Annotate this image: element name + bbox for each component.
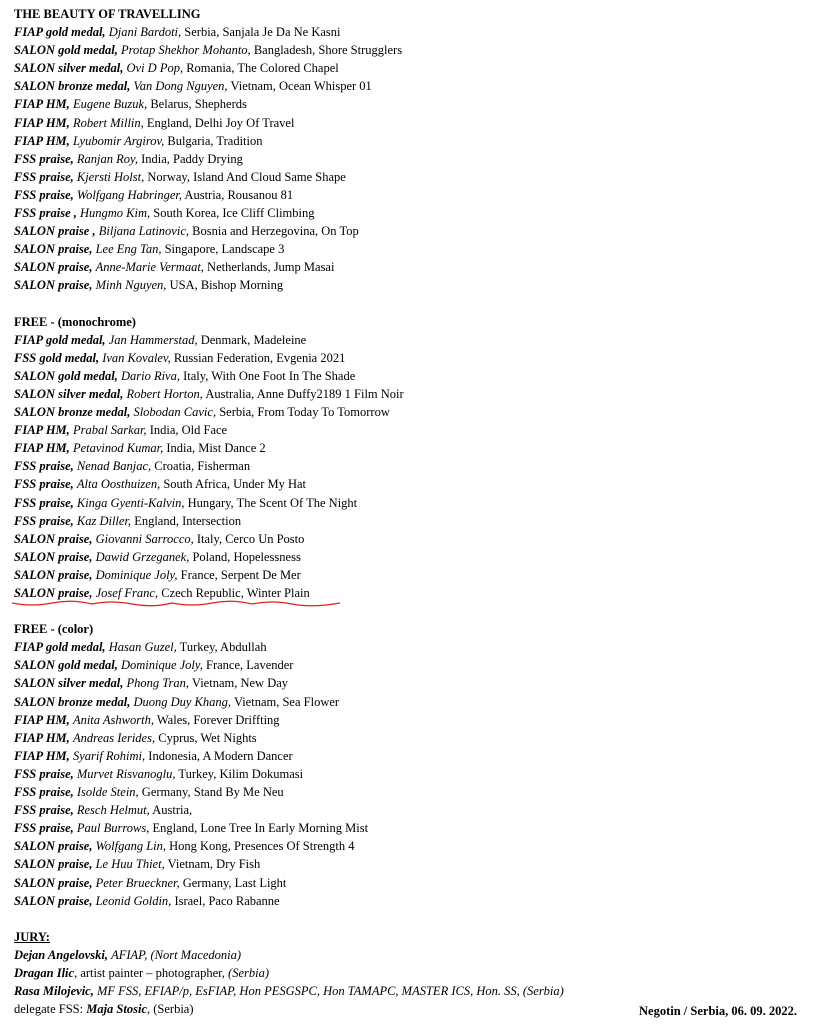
author-name: Ivan Kovalev, — [102, 350, 171, 365]
award-entry — [14, 59, 814, 77]
award-entry — [14, 638, 814, 656]
country-and-title: Vietnam, Ocean Whisper 01 — [230, 79, 372, 94]
award-name: FIAP HM, — [14, 748, 70, 763]
author-name: Robert Horton, — [126, 386, 203, 401]
country-and-title: Cyprus, Wet Nights — [158, 730, 257, 745]
jury-member — [14, 964, 814, 982]
country-and-title: Belarus, Shepherds — [150, 97, 247, 112]
country-and-title: Israel, Paco Rabanne — [174, 893, 280, 908]
author-name: Kjersti Holst, — [76, 169, 145, 184]
author-name: Nenad Banjac, — [76, 459, 152, 474]
award-name: FIAP HM, — [14, 441, 70, 456]
award-entry — [14, 494, 814, 512]
author-name: Djani Bardoti, — [108, 25, 182, 40]
jury-member — [14, 946, 814, 964]
country-and-title: Italy, Cerco Un Posto — [196, 531, 305, 546]
country-and-title: Bulgaria, Tradition — [167, 133, 263, 148]
author-name: Kinga Gyenti-Kalvin, — [76, 495, 185, 510]
award-entry — [14, 674, 814, 692]
jury-member-role: , artist painter – photographer, — [74, 965, 229, 980]
award-entry — [14, 439, 814, 457]
award-name: FIAP HM, — [14, 97, 70, 112]
country-and-title: India, Paddy Drying — [141, 151, 243, 166]
author-name: Paul Burrows, — [76, 821, 150, 836]
section-free-monochrome — [14, 313, 814, 603]
jury-member-title: AFIAP, (Nort Macedonia) — [111, 947, 242, 962]
award-name: FSS praise, — [14, 187, 74, 202]
award-name: FIAP gold medal, — [14, 25, 106, 40]
award-name: FIAP HM, — [14, 133, 70, 148]
author-name: Anita Ashworth, — [72, 712, 154, 727]
award-name: SALON praise, — [14, 875, 93, 890]
author-name: Van Dong Nguyen, — [133, 79, 228, 94]
country-and-title: South Africa, Under My Hat — [163, 477, 307, 492]
jury-member — [14, 982, 814, 1000]
author-name: Hungmo Kim, — [80, 206, 151, 221]
award-name: FSS praise, — [14, 803, 74, 818]
author-name: Protap Shekhor Mohanto, — [120, 43, 251, 58]
award-entry — [14, 512, 814, 530]
section-beauty-of-travelling — [14, 5, 814, 295]
country-and-title: India, Old Face — [149, 423, 228, 438]
author-name: Josef Franc, — [95, 586, 159, 600]
country-and-title: England, Delhi Joy Of Travel — [146, 115, 295, 130]
award-entry — [14, 349, 814, 367]
award-name: FSS praise, — [14, 169, 74, 184]
author-name: Ovi D Pop, — [126, 61, 184, 76]
award-entry — [14, 77, 814, 95]
jury-member-name: Rasa Milojevic, — [14, 984, 94, 999]
award-name: FSS praise, — [14, 766, 74, 781]
author-name: Dario Riva, — [120, 368, 180, 383]
author-name: Andreas Ierides, — [72, 730, 156, 745]
country-and-title: Italy, With One Foot In The Shade — [183, 368, 356, 383]
award-entry — [14, 222, 814, 240]
award-name: SALON praise, — [14, 531, 93, 546]
award-name: SALON praise, — [14, 586, 93, 600]
jury-title: JURY: — [14, 929, 50, 944]
award-name: FSS praise, — [14, 477, 74, 492]
country-and-title: Hong Kong, Presences Of Strength 4 — [169, 839, 355, 854]
award-name: FSS praise, — [14, 821, 74, 836]
country-and-title: USA, Bishop Morning — [169, 278, 284, 293]
country-and-title: Australia, Anne Duffy2189 1 Film Noir — [205, 386, 404, 401]
award-name: SALON praise , — [14, 224, 96, 239]
country-and-title: France, Serpent De Mer — [180, 567, 301, 582]
award-entry — [14, 711, 814, 729]
award-entry — [14, 240, 814, 258]
country-and-title: Norway, Island And Cloud Same Shape — [147, 169, 346, 184]
award-entry — [14, 855, 814, 873]
author-name: Phong Tran, — [126, 676, 190, 691]
country-and-title: France, Lavender — [206, 658, 294, 673]
author-name: Robert Millin, — [72, 115, 144, 130]
award-name: FSS praise, — [14, 785, 74, 800]
country-and-title: Serbia, Sanjala Je Da Ne Kasni — [184, 25, 341, 40]
author-name: Syarif Rohimi, — [72, 748, 146, 763]
country-and-title: Denmark, Madeleine — [200, 332, 307, 347]
author-name: Peter Brueckner, — [95, 875, 180, 890]
country-and-title: Serbia, From Today To Tomorrow — [219, 405, 390, 420]
award-entry — [14, 403, 814, 421]
award-entry — [14, 132, 814, 150]
award-name: FIAP HM, — [14, 115, 70, 130]
author-name: Resch Helmut, — [76, 803, 150, 818]
award-entry — [14, 747, 814, 765]
jury-member-name: Dragan Ilic — [14, 965, 75, 980]
country-and-title: Austria, — [152, 803, 193, 818]
author-name: Dawid Grzeganek, — [95, 549, 190, 564]
award-name: SALON praise, — [14, 857, 93, 872]
author-name: Isolde Stein, — [76, 785, 139, 800]
award-name: SALON bronze medal, — [14, 79, 131, 94]
award-name: SALON gold medal, — [14, 368, 118, 383]
country-and-title: Austria, Rousanou 81 — [184, 187, 294, 202]
award-entry — [14, 23, 814, 41]
award-entry — [14, 168, 814, 186]
award-entry — [14, 385, 814, 403]
award-name: FSS gold medal, — [14, 350, 100, 365]
delegate-prefix: delegate FSS: — [14, 1002, 87, 1017]
award-entry — [14, 114, 814, 132]
country-and-title: Indonesia, A Modern Dancer — [148, 748, 293, 763]
country-and-title: Germany, Last Light — [182, 875, 287, 890]
author-name: Giovanni Sarrocco, — [95, 531, 194, 546]
author-name: Kaz Diller, — [76, 513, 132, 528]
country-and-title: Bangladesh, Shore Strugglers — [253, 43, 403, 58]
award-entry — [14, 783, 814, 801]
award-entry — [14, 693, 814, 711]
author-name: Slobodan Cavic, — [133, 405, 217, 420]
author-name: Eugene Buzuk, — [72, 97, 148, 112]
country-and-title: Turkey, Kilim Dokumasi — [178, 766, 304, 781]
award-name: SALON gold medal, — [14, 43, 118, 58]
award-name: FSS praise, — [14, 513, 74, 528]
country-and-title: Singapore, Landscape 3 — [164, 242, 285, 257]
award-name: FIAP gold medal, — [14, 640, 106, 655]
section-free-color — [14, 620, 814, 910]
award-name: SALON bronze medal, — [14, 694, 131, 709]
award-entry — [14, 331, 814, 349]
country-and-title: Vietnam, New Day — [191, 676, 289, 691]
award-entry — [14, 837, 814, 855]
author-name: Leonid Goldin, — [95, 893, 172, 908]
award-name: FIAP HM, — [14, 730, 70, 745]
award-entry — [14, 566, 814, 584]
author-name: Jan Hammerstad, — [108, 332, 198, 347]
country-and-title: Poland, Hopelessness — [192, 549, 301, 564]
award-name: FSS praise , — [14, 206, 77, 221]
award-entry — [14, 367, 814, 385]
award-entry — [14, 186, 814, 204]
award-entry — [14, 656, 814, 674]
section-title: THE BEAUTY OF TRAVELLING — [14, 7, 201, 21]
country-and-title: England, Lone Tree In Early Morning Mist — [152, 821, 369, 836]
award-entry — [14, 457, 814, 475]
award-name: SALON praise, — [14, 278, 93, 293]
award-name: SALON praise, — [14, 567, 93, 582]
award-entry — [14, 819, 814, 837]
author-name: Alta Oosthuizen, — [76, 477, 161, 492]
jury-member-name: Dejan Angelovski, — [14, 947, 108, 962]
country-and-title: England, Intersection — [134, 513, 242, 528]
author-name: Wolfgang Lin, — [95, 839, 166, 854]
award-entry — [14, 530, 814, 548]
results-document — [14, 5, 814, 1018]
country-and-title: Russian Federation, Evgenia 2021 — [173, 350, 346, 365]
award-entry — [14, 204, 814, 222]
country-and-title: Czech Republic, Winter Plain — [161, 586, 310, 600]
delegate-country: , (Serbia) — [147, 1002, 194, 1017]
award-name: SALON praise, — [14, 242, 93, 257]
delegate-name: Maja Stosic — [86, 1002, 147, 1017]
author-name: Biljana Latinovic, — [98, 224, 190, 239]
country-and-title: Turkey, Abdullah — [179, 640, 267, 655]
award-entry — [14, 801, 814, 819]
award-entry — [14, 729, 814, 747]
award-name: SALON silver medal, — [14, 386, 124, 401]
award-entry — [14, 765, 814, 783]
author-name: Dominique Joly, — [95, 567, 178, 582]
award-name: SALON praise, — [14, 839, 93, 854]
country-and-title: Bosnia and Herzegovina, On Top — [192, 224, 359, 239]
award-name: SALON silver medal, — [14, 61, 124, 76]
award-name: SALON praise, — [14, 893, 93, 908]
country-and-title: Wales, Forever Driffting — [156, 712, 280, 727]
award-name: FIAP gold medal, — [14, 332, 106, 347]
award-entry — [14, 548, 814, 566]
place-and-date: Negotin / Serbia, 06. 09. 2022. — [639, 1004, 797, 1018]
award-entry — [14, 258, 814, 276]
award-name: SALON gold medal, — [14, 658, 118, 673]
author-name: Lee Eng Tan, — [95, 242, 162, 257]
author-name: Hasan Guzel, — [108, 640, 177, 655]
award-name: SALON praise, — [14, 549, 93, 564]
author-name: Lyubomir Argirov, — [72, 133, 165, 148]
author-name: Murvet Risvanoglu, — [76, 766, 176, 781]
author-name: Wolfgang Habringer, — [76, 187, 182, 202]
award-name: SALON bronze medal, — [14, 405, 131, 420]
country-and-title: Vietnam, Sea Flower — [233, 694, 340, 709]
award-name: FIAP HM, — [14, 423, 70, 438]
section-title: FREE - (color) — [14, 622, 94, 637]
award-entry — [14, 150, 814, 168]
jury-member-title: (Serbia) — [228, 965, 270, 980]
award-entry — [14, 276, 814, 294]
award-entry — [14, 95, 814, 113]
author-name: Ranjan Roy, — [76, 151, 138, 166]
author-name: Petavinod Kumar, — [72, 441, 164, 456]
author-name: Minh Nguyen, — [95, 278, 167, 293]
country-and-title: Hungary, The Scent Of The Night — [187, 495, 358, 510]
author-name: Prabal Sarkar, — [72, 423, 147, 438]
award-name: FSS praise, — [14, 151, 74, 166]
country-and-title: South Korea, Ice Cliff Climbing — [153, 206, 315, 221]
author-name: Duong Duy Khang, — [133, 694, 232, 709]
award-name: FSS praise, — [14, 459, 74, 474]
author-name: Le Huu Thiet, — [95, 857, 165, 872]
award-entry — [14, 874, 814, 892]
country-and-title: Romania, The Colored Chapel — [186, 61, 339, 76]
country-and-title: Germany, Stand By Me Neu — [141, 785, 284, 800]
country-and-title: Croatia, Fisherman — [154, 459, 251, 474]
award-name: SALON praise, — [14, 260, 93, 275]
award-entry — [14, 892, 814, 910]
award-name: FSS praise, — [14, 495, 74, 510]
section-title: FREE - (monochrome) — [14, 314, 136, 329]
award-name: SALON silver medal, — [14, 676, 124, 691]
jury-member-title: MF FSS, EFIAP/p, EsFIAP, Hon PESGSPC, Hon TAMAPC, MASTER ICS, Hon. SS, (Serbia) — [96, 984, 564, 999]
author-name: Dominique Joly, — [120, 658, 203, 673]
award-name: FIAP HM, — [14, 712, 70, 727]
country-and-title: Netherlands, Jump Masai — [207, 260, 335, 275]
country-and-title: Vietnam, Dry Fish — [167, 857, 261, 872]
award-entry — [14, 475, 814, 493]
author-name: Anne-Marie Vermaat, — [95, 260, 204, 275]
award-entry — [14, 41, 814, 59]
country-and-title: India, Mist Dance 2 — [166, 441, 266, 456]
spellcheck-underline — [12, 598, 342, 608]
award-entry — [14, 421, 814, 439]
